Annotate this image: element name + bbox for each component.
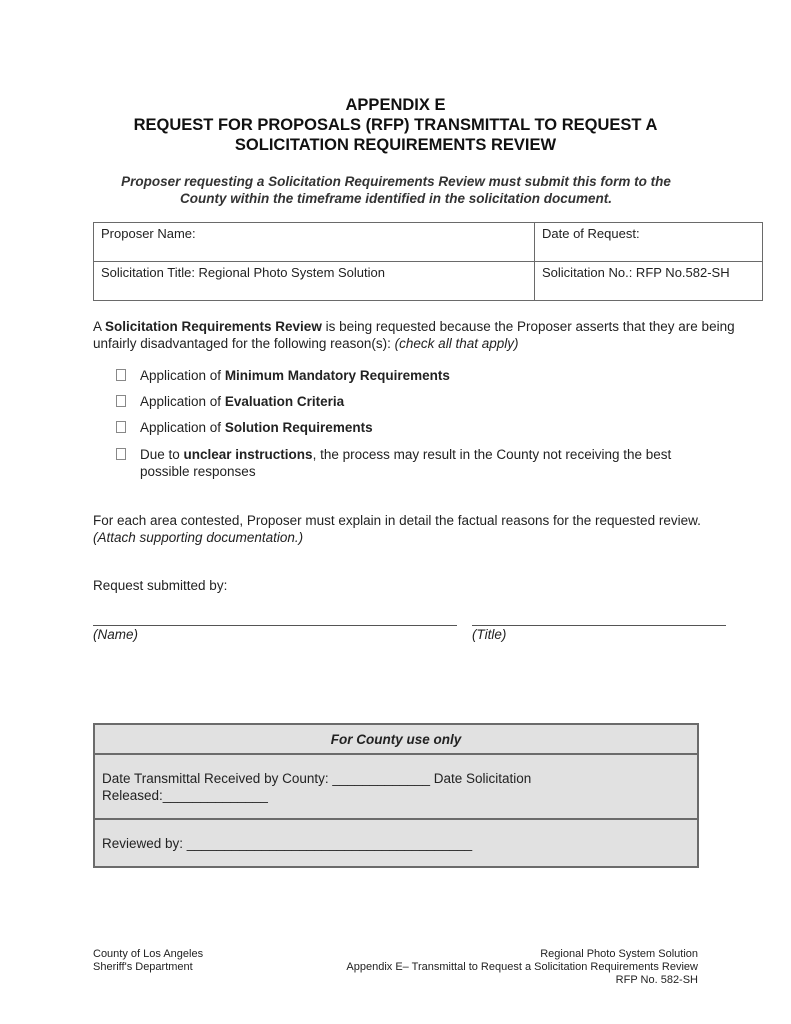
table-row	[94, 754, 698, 819]
table-row	[94, 223, 763, 262]
solicitation-no-cell	[535, 262, 763, 301]
date-received-text: Date Transmittal Received by County: _____________ Date Solicitation Released:______________	[102, 770, 532, 803]
footer-department: Sheriff's Department	[93, 961, 193, 973]
reason-suffix: , the process may result in the County not receiving the best possible responses	[140, 447, 672, 479]
reason-item[interactable]	[116, 367, 450, 384]
solicitation-title: Solicitation Title: Regional Photo System Solution	[101, 265, 385, 280]
reason-bold: unclear instructions	[183, 447, 313, 462]
proposer-name-label: Proposer Name:	[101, 226, 196, 241]
form-title-line1: REQUEST FOR PROPOSALS (RFP) TRANSMITTAL TO REQUEST A	[133, 116, 658, 134]
table-row	[94, 819, 698, 867]
footer-appendix: Appendix E– Transmittal to Request a Solicitation Requirements Review	[346, 961, 698, 973]
footer-project: Regional Photo System Solution	[540, 948, 698, 960]
submitted-by-label: Request submitted by:	[93, 578, 228, 593]
date-received-field[interactable]	[94, 754, 698, 819]
title-label: (Title)	[472, 627, 507, 642]
checkbox-icon[interactable]	[116, 369, 126, 381]
reviewed-by-text: Reviewed by: ______________________________________	[102, 835, 473, 851]
county-use-box	[93, 723, 699, 868]
reason-text: Due to	[140, 447, 184, 462]
name-label: (Name)	[93, 627, 139, 642]
checkbox-icon[interactable]	[116, 395, 126, 407]
county-use-heading: For County use only	[94, 724, 698, 754]
reviewed-by-field[interactable]	[94, 819, 698, 867]
instruction-line1: Proposer requesting a Solicitation Requirements Review must submit this form to the	[121, 174, 671, 189]
instruction-line2: County within the timeframe identified in the solicitation document.	[179, 191, 613, 206]
intro-prefix: A	[93, 319, 106, 334]
name-signature-line[interactable]	[93, 625, 457, 626]
reason-bold: Minimum Mandatory Requirements	[224, 368, 450, 383]
reason-text: Application of	[140, 420, 225, 435]
intro-italic: (check all that apply)	[394, 336, 519, 351]
footer-county: County of Los Angeles	[93, 948, 204, 960]
date-of-request-cell[interactable]	[535, 223, 763, 262]
reason-item[interactable]	[116, 446, 680, 480]
solicitation-title-cell	[94, 262, 535, 301]
checkbox-icon[interactable]	[116, 421, 126, 433]
footer-right	[346, 948, 698, 987]
table-row	[94, 262, 763, 301]
reason-item[interactable]	[116, 419, 373, 436]
checkbox-icon[interactable]	[116, 448, 126, 460]
footer-left	[93, 948, 203, 974]
reason-text: Application of	[140, 368, 225, 383]
form-title-line2: SOLICITATION REQUIREMENTS REVIEW	[234, 136, 557, 154]
footer-rfp-number: RFP No. 582-SH	[615, 974, 698, 986]
reason-item[interactable]	[116, 393, 344, 410]
reason-text: Application of	[140, 394, 225, 409]
reason-bold: Evaluation Criteria	[224, 394, 345, 409]
proposer-info-table	[93, 222, 763, 301]
reason-bold: Solution Requirements	[224, 420, 373, 435]
date-of-request-label: Date of Request:	[542, 226, 640, 241]
intro-text: is being requested because the Proposer asserts that they are being unfairly disadvantaged for the following reason(s):	[93, 319, 735, 351]
table-row	[94, 724, 698, 754]
attach-note: (Attach supporting documentation.)	[93, 530, 304, 545]
title-signature-line[interactable]	[472, 625, 726, 626]
intro-bold: Solicitation Requirements Review	[105, 319, 322, 334]
proposer-name-cell[interactable]	[94, 223, 535, 262]
explain-text: For each area contested, Proposer must explain in detail the factual reasons for the requested review.	[93, 513, 701, 528]
intro-paragraph	[93, 318, 743, 352]
solicitation-number: Solicitation No.: RFP No.582-SH	[542, 265, 730, 280]
appendix-heading: APPENDIX E	[345, 96, 446, 114]
